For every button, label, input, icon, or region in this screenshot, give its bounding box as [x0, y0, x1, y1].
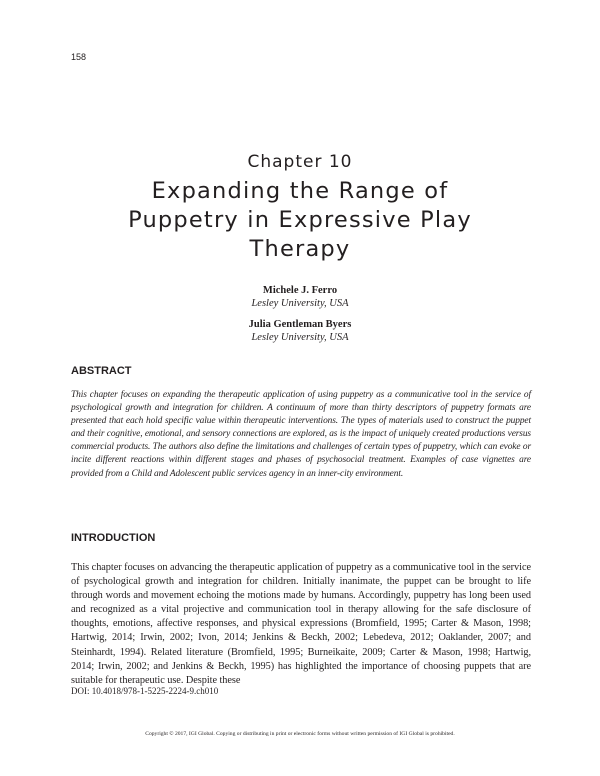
- introduction-heading: INTRODUCTION: [71, 532, 156, 544]
- chapter-title: Expanding the Range of Puppetry in Expressive Play Therapy: [128, 178, 472, 262]
- author-affiliation: Lesley University, USA: [251, 332, 349, 343]
- author-name: Julia Gentleman Byers: [248, 319, 352, 330]
- author-block: [0, 318, 600, 344]
- page-number: 158: [71, 52, 87, 62]
- author-name: Michele J. Ferro: [262, 285, 338, 296]
- chapter-label: Chapter 10: [247, 152, 353, 172]
- introduction-text: This chapter focuses on advancing the therapeutic application of puppetry as a communicative tool in the service of psychological growth and integration for children. Initially inanimate, the puppet can be brought to life through words and movement echoing the motions made by humans. Accordingly, puppetry has long been used and recognized as a vital projective and communication tool in therapy allowing for the safe disclosure of thoughts, emotions, affective responses, and physical expressions (Bromfield, 1995; Carter & Mason, 1998; Hartwig, 2014; Irwin, 2002; Ivon, 2014; Jenkins & Beckh, 2002; Lebedeva, 2012; Oaklander, 2007; and Steinhardt, 1994). Related literature (Bromfield, 1995; Burneikaite, 2009; Carter & Mason, 1998; Hartwig, 2014; Irwin, 2002; and Jenkins & Beckh, 1995) has highlighted the importance of choosing puppets that are suitable for therapeutic use. Despite these: [71, 562, 531, 686]
- abstract-text: This chapter focuses on expanding the therapeutic application of using puppetry as a communicative tool in the service of psychological growth and integration for children. A continuum of more than thirty descriptors of puppetry formats are presented that each hold specific value within therapeutic interventions. The types of materials used to construct the puppet and their cognitive, emotional, and sensory connections are explored, as is the impact of uniquely created productions versus commercial products. The authors also define the limitations and challenges of certain types of puppetry, which can evoke or incite different reactions within different stages and phases of psychosocial treatment. Examples of case vignettes are provided from a Child and Adolescent public services agency in an inner-city environment.: [71, 390, 531, 479]
- doi: DOI: 10.4018/978-1-5225-2224-9.ch010: [71, 686, 219, 696]
- author-affiliation: Lesley University, USA: [251, 298, 349, 309]
- abstract-heading: ABSTRACT: [71, 365, 132, 377]
- copyright-notice: Copyright © 2017, IGI Global. Copying or distributing in print or electronic forms without written permission of IGI Global is prohibited.: [145, 731, 455, 737]
- author-block: [0, 284, 600, 310]
